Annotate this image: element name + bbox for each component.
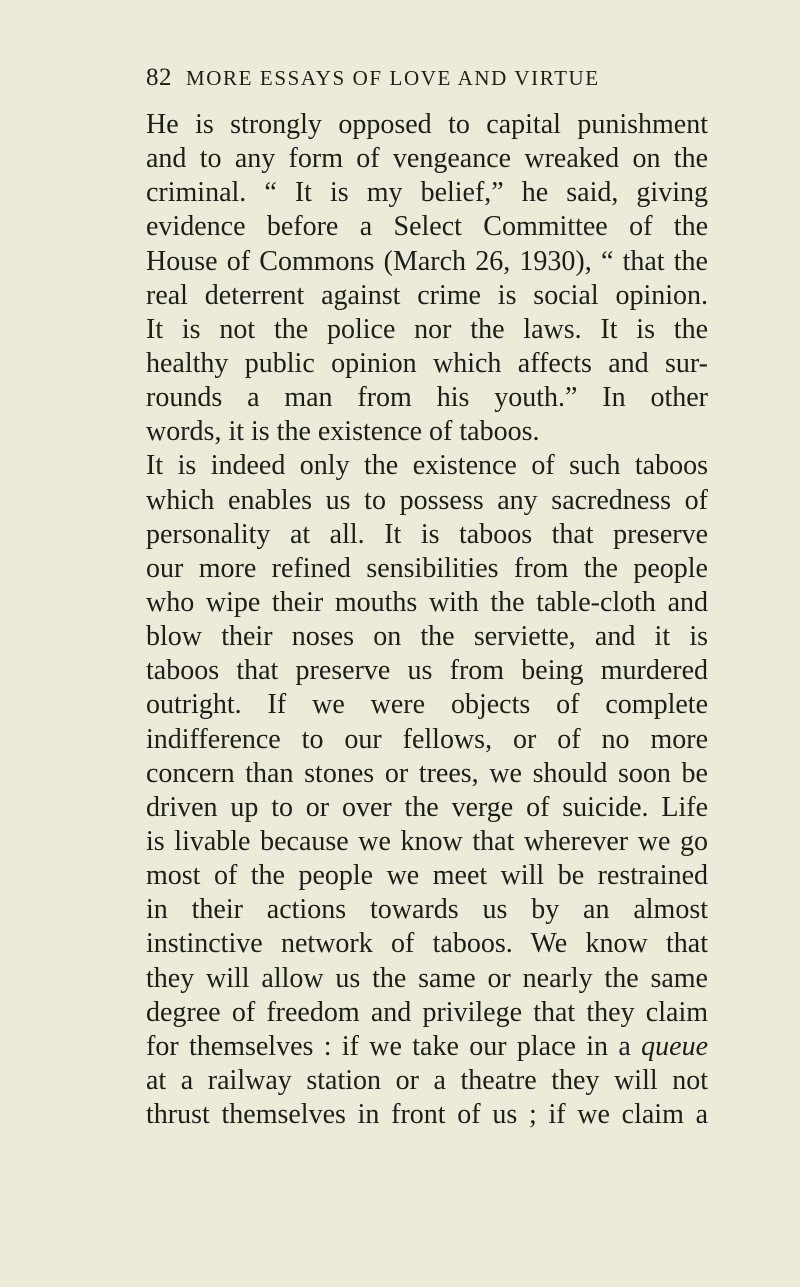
text-segment: for themselves : if we take our place in a	[146, 1030, 631, 1062]
running-head: MORE ESSAYS OF LOVE AND VIRTUE	[186, 66, 600, 90]
text-line: outright. If we were objects of complete	[146, 689, 708, 721]
body-text	[146, 108, 708, 1132]
text-line-with-italic	[146, 1030, 708, 1064]
text-line: degree of freedom and privilege that they claim	[146, 996, 708, 1028]
text-line: instinctive network of taboos. We know that	[146, 928, 708, 960]
text-line: most of the people we meet will be restrained	[146, 860, 708, 892]
text-line: He is strongly opposed to capital punishment	[146, 109, 708, 140]
page-header	[146, 64, 706, 98]
text-line: and to any form of vengeance wreaked on the	[146, 143, 708, 175]
text-line: is livable because we know that wherever we go	[146, 825, 708, 857]
text-line: blow their noses on the serviette, and it is	[146, 621, 708, 653]
text-line: It is not the police nor the laws. It is the	[146, 313, 708, 345]
text-line: evidence before a Select Committee of the	[146, 211, 708, 243]
text-line: real deterrent against crime is social opinion.	[146, 279, 708, 311]
text-line: rounds a man from his youth.” In other	[146, 382, 708, 414]
text-line: words, it is the existence of taboos.	[146, 416, 540, 448]
text-line: driven up to or over the verge of suicide. Life	[146, 791, 708, 823]
page-number: 82	[146, 64, 172, 91]
text-line: in their actions towards us by an almost	[146, 894, 708, 926]
text-line: House of Commons (March 26, 1930), “ that the	[146, 245, 708, 277]
text-line: which enables us to possess any sacredness of	[146, 484, 708, 516]
text-line: personality at all. It is taboos that preserve	[146, 518, 708, 550]
italic-word: queue	[641, 1030, 709, 1062]
text-line: criminal. “ It is my belief,” he said, giving	[146, 177, 708, 209]
text-line: thrust themselves in front of us ; if we claim a	[146, 1099, 708, 1131]
text-line: our more refined sensibilities from the people	[146, 552, 708, 584]
text-line: healthy public opinion which affects and sur-	[146, 347, 708, 379]
text-line: who wipe their mouths with the table-cloth and	[146, 586, 708, 618]
text-line: concern than stones or trees, we should soon be	[146, 757, 708, 789]
text-line: they will allow us the same or nearly the same	[146, 962, 708, 994]
text-line: taboos that preserve us from being murdered	[146, 655, 708, 687]
text-line: indifference to our fellows, or of no more	[146, 723, 708, 755]
text-line: It is indeed only the existence of such taboos	[146, 450, 708, 482]
text-line: at a railway station or a theatre they will not	[146, 1064, 708, 1096]
